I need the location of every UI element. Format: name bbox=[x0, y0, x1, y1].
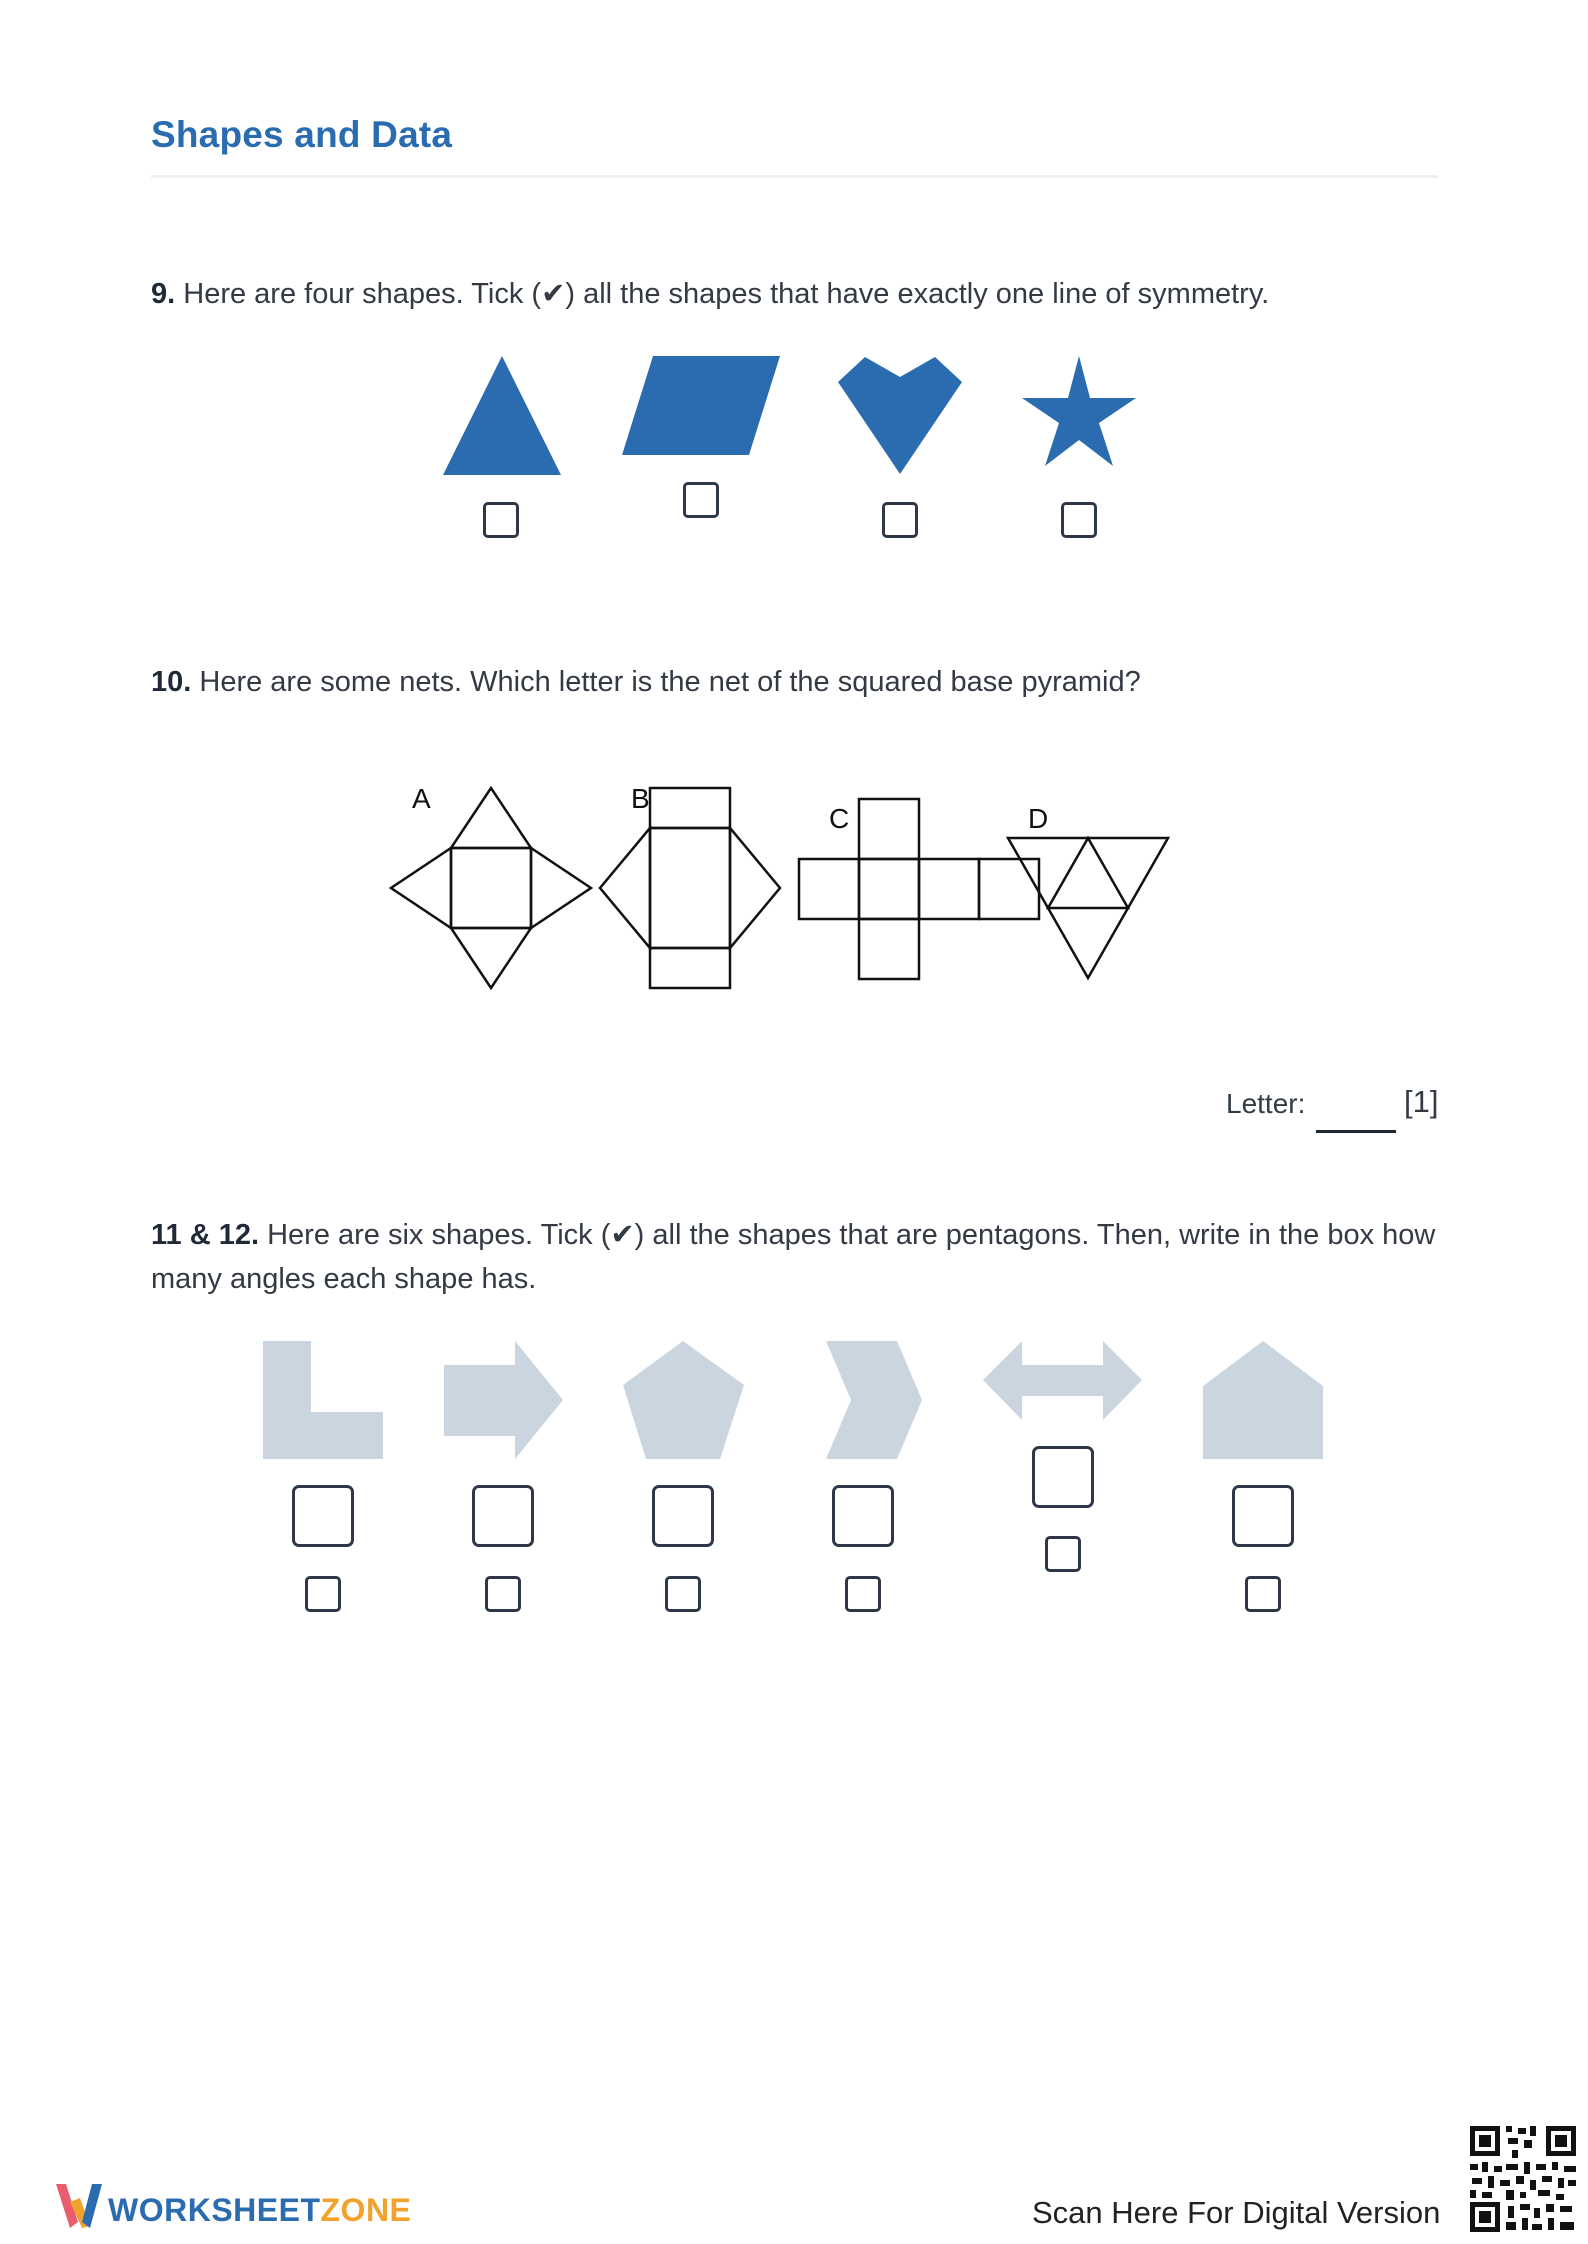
question-10-text: Here are some nets. Which letter is the net of the squared base pyramid? bbox=[199, 666, 1141, 698]
question-11-12-number: 11 & 12. bbox=[151, 1219, 260, 1251]
question-9-text: Here are four shapes. Tick (✔) all the shapes that have exactly one line of symmetry. bbox=[183, 278, 1270, 310]
q11-angles-box-4[interactable] bbox=[832, 1485, 894, 1547]
q11-pentagon-shape bbox=[623, 1341, 744, 1459]
q11-arrow-right-shape bbox=[444, 1341, 563, 1459]
qr-code-icon[interactable] bbox=[1468, 2124, 1578, 2234]
brand-main: WORKSHEET bbox=[108, 2192, 321, 2228]
q11-house-pentagon-shape bbox=[1203, 1341, 1323, 1459]
worksheetzone-logo-icon bbox=[56, 2182, 106, 2230]
q11-angles-box-1[interactable] bbox=[292, 1485, 354, 1547]
q11-angles-box-5[interactable] bbox=[1032, 1446, 1094, 1508]
q11-checkbox-6[interactable] bbox=[1245, 1576, 1281, 1612]
q11-checkbox-1[interactable] bbox=[305, 1576, 341, 1612]
answer-letter-label: Letter: bbox=[1226, 1088, 1306, 1119]
marks-label: [1] bbox=[1404, 1084, 1439, 1119]
brand-logo bbox=[108, 2192, 411, 2229]
q11-angles-box-3[interactable] bbox=[652, 1485, 714, 1547]
brand-accent: ZONE bbox=[320, 2192, 412, 2228]
q11-checkbox-3[interactable] bbox=[665, 1576, 701, 1612]
page-title: Shapes and Data bbox=[151, 114, 453, 155]
q11-angles-box-2[interactable] bbox=[472, 1485, 534, 1547]
net-label-d: D bbox=[1028, 803, 1049, 834]
q11-checkbox-5[interactable] bbox=[1045, 1536, 1081, 1572]
net-label-b: B bbox=[631, 783, 650, 814]
question-11-12-text: Here are six shapes. Tick (✔) all the shapes that are pentagons. Then, write in the box how many angles each shape has. bbox=[151, 1219, 1436, 1295]
question-10-number: 10. bbox=[151, 666, 192, 698]
q11-l-shape bbox=[263, 1341, 383, 1459]
net-label-c: C bbox=[829, 803, 850, 834]
scan-caption: Scan Here For Digital Version bbox=[1032, 2195, 1441, 2230]
q11-chevron-shape bbox=[826, 1341, 922, 1459]
q11-angles-box-6[interactable] bbox=[1232, 1485, 1294, 1547]
question-9-number: 9. bbox=[151, 278, 176, 310]
net-label-a: A bbox=[412, 783, 431, 814]
q11-double-arrow-shape bbox=[983, 1341, 1142, 1420]
q11-checkbox-4[interactable] bbox=[845, 1576, 881, 1612]
q11-checkbox-2[interactable] bbox=[485, 1576, 521, 1612]
